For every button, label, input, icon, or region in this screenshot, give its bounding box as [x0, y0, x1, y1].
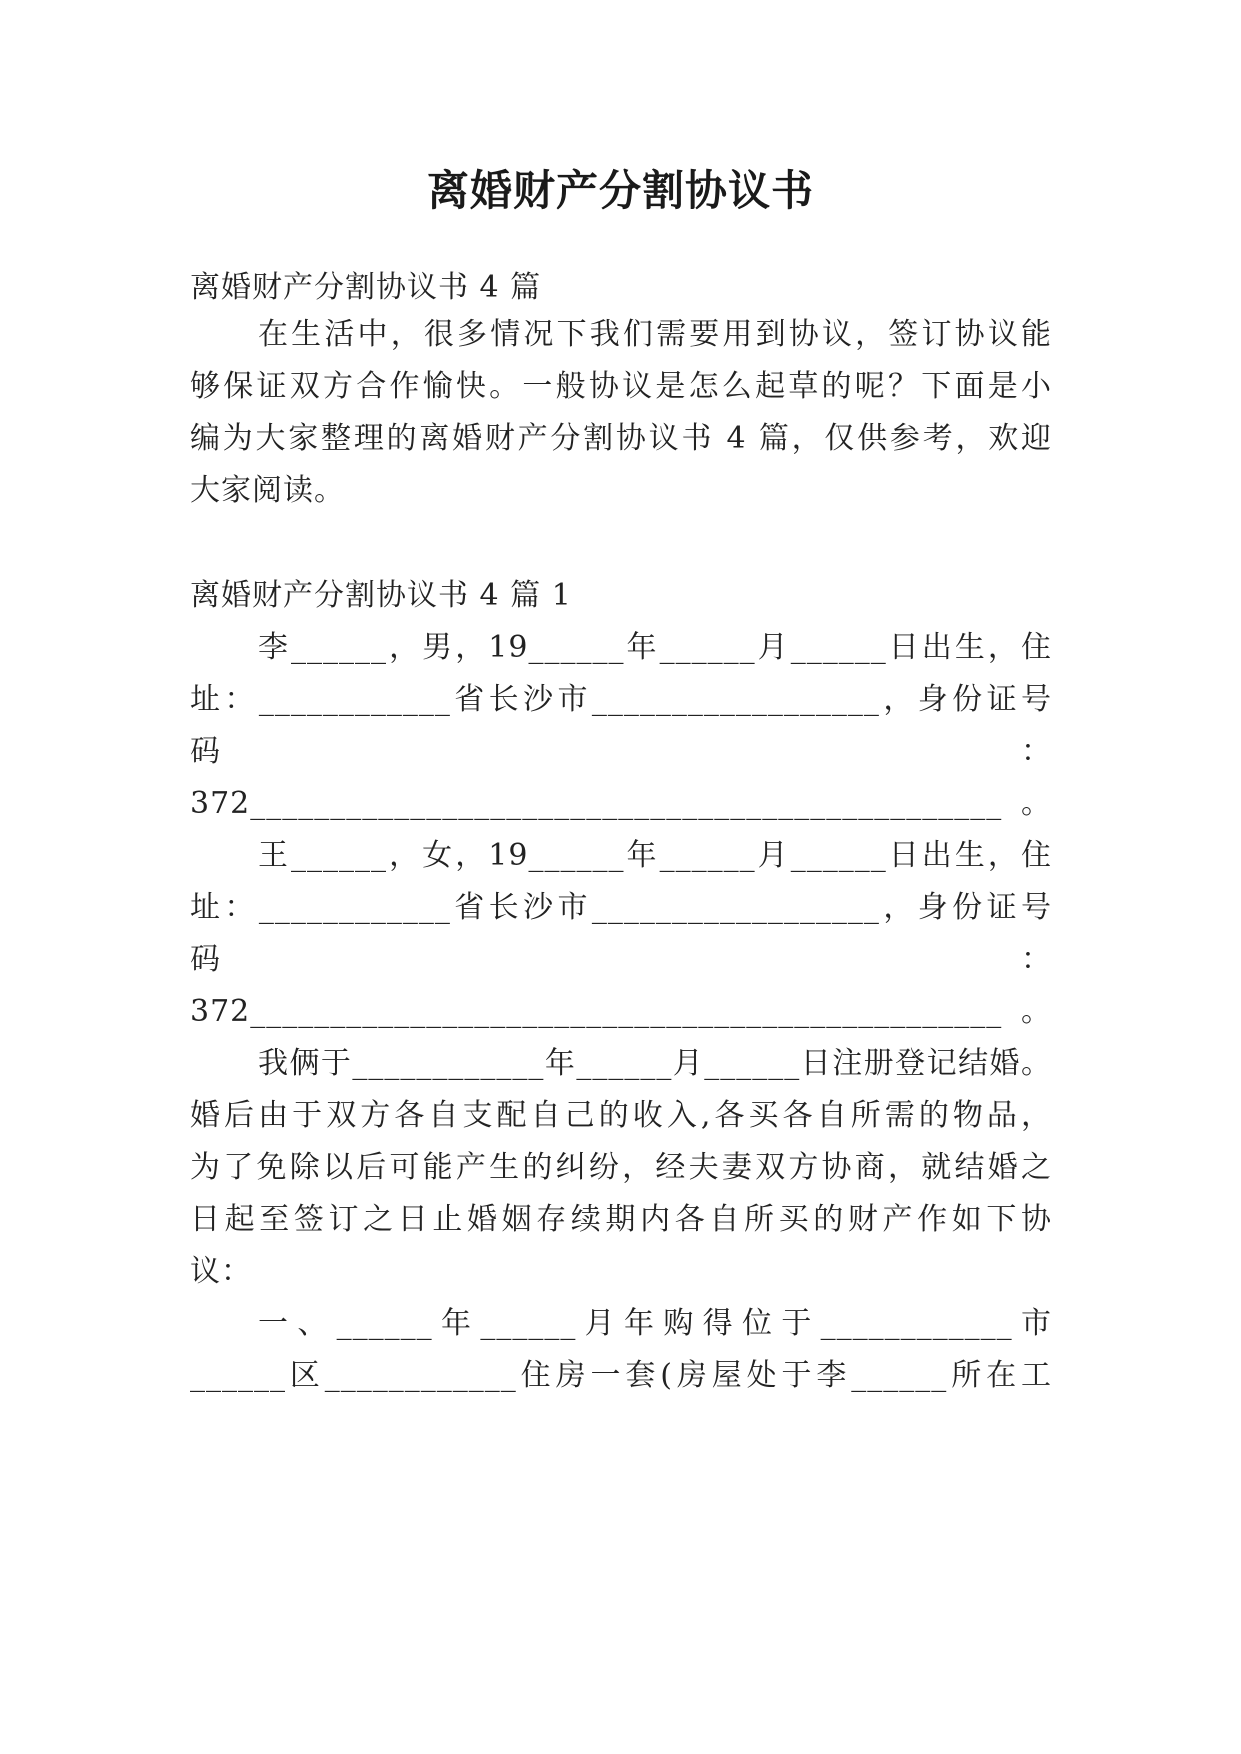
party-li-line-2: 址：____________省长沙市__________________，身份证号 — [190, 682, 1052, 717]
intro-line-3: 编为大家整理的离婚财产分割协议书 4 篇，仅供参考，欢迎 — [190, 421, 1052, 456]
clause-one-line-1: 一、______年______月年购得位于____________市 — [258, 1306, 1052, 1341]
party-li-line-4: 372_______________________________________________。 — [190, 786, 1052, 821]
intro-line-4: 大家阅读。 — [190, 473, 345, 508]
section-heading: 离婚财产分割协议书 4 篇 1 — [190, 578, 572, 613]
intro-line-1: 在生活中，很多情况下我们需要用到协议，签订协议能 — [258, 317, 1052, 352]
marriage-line-3: 为了免除以后可能产生的纠纷，经夫妻双方协商，就结婚之 — [190, 1150, 1052, 1185]
party-wang-line-4: 372_______________________________________________。 — [190, 994, 1052, 1029]
intro-line-2: 够保证双方合作愉快。一般协议是怎么起草的呢？下面是小 — [190, 369, 1052, 404]
marriage-line-5: 议： — [190, 1254, 252, 1289]
clause-one-line-2: ______区____________住房一套(房屋处于李______所在工 — [190, 1358, 1052, 1393]
marriage-line-4: 日起至签订之日止婚姻存续期内各自所买的财产作如下协 — [190, 1202, 1052, 1237]
subtitle-line: 离婚财产分割协议书 4 篇 — [190, 270, 542, 305]
party-wang-line-1: 王______，女，19______年______月______日出生，住 — [258, 838, 1052, 873]
party-wang-line-3: 码 ： — [190, 942, 1052, 977]
party-li-line-1: 李______，男，19______年______月______日出生，住 — [258, 630, 1052, 665]
party-wang-line-2: 址：____________省长沙市__________________，身份证号 — [190, 890, 1052, 925]
document-title: 离婚财产分割协议书 — [426, 166, 814, 215]
party-li-line-3: 码 ： — [190, 734, 1052, 769]
marriage-line-1: 我俩于____________年______月______日注册登记结婚。 — [258, 1046, 1052, 1081]
marriage-line-2: 婚后由于双方各自支配自己的收入,各买各自所需的物品， — [190, 1098, 1052, 1133]
